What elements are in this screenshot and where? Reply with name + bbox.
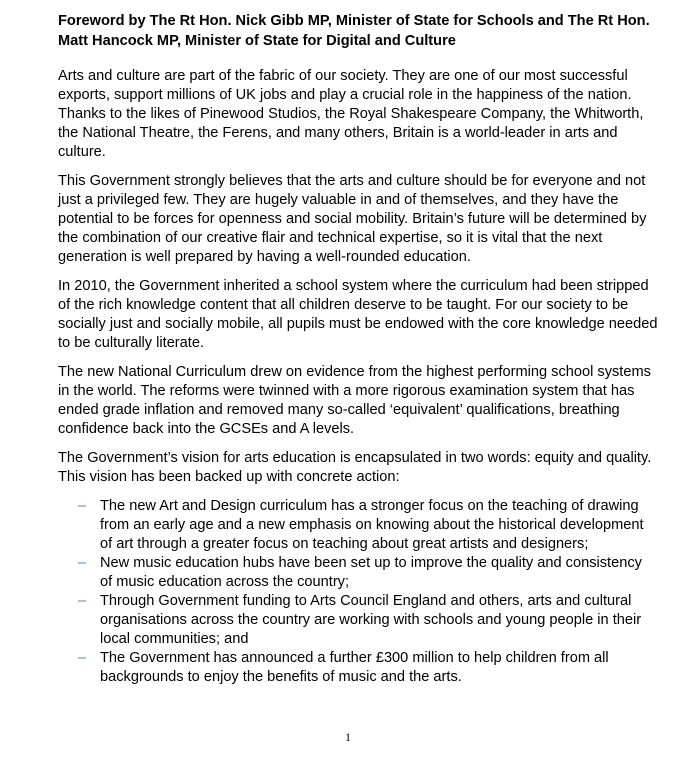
paragraph-1-line-a: Arts and culture are part of the fabric of our society. They are one of our most successful exports, support millions of UK jobs and play a crucial role in the happiness of the nation. bbox=[58, 68, 632, 103]
bullet-item bbox=[58, 497, 658, 554]
paragraph-3: In 2010, the Government inherited a school system where the curriculum had been stripped of the rich knowledge content that all children deserve to be taught. For our society to be socially just and socially mobile, all pupils must be endowed with the core knowledge needed to be culturally literate. bbox=[58, 278, 658, 351]
foreword-heading: Foreword by The Rt Hon. Nick Gibb MP, Minister of State for Schools and The Rt Hon. Matt Hancock MP, Minister of State for Digital and Culture bbox=[58, 13, 650, 49]
bullet-text: Through Government funding to Arts Council England and others, arts and cultural organisations across the country are working with schools and young people in their local communities; and bbox=[100, 593, 642, 647]
paragraph-5: The Government’s vision for arts education is encapsulated in two words: equity and quality. This vision has been backed up with concrete action: bbox=[58, 450, 652, 485]
dash-bullet-icon: – bbox=[78, 555, 87, 571]
paragraph-1 bbox=[58, 67, 658, 162]
bullet-text: The Government has announced a further £300 million to help children from all backgrounds to enjoy the benefits of music and the arts. bbox=[100, 650, 609, 685]
bullet-item bbox=[58, 649, 658, 687]
bullet-list bbox=[58, 497, 658, 687]
bullet-text: The new Art and Design curriculum has a stronger focus on the teaching of drawing from an early age and a new emphasis on knowing about the historical development of art through a greater focus on teaching about great artists and designers; bbox=[100, 498, 644, 552]
dash-bullet-icon: – bbox=[78, 498, 87, 514]
bullet-item bbox=[58, 592, 658, 649]
dash-bullet-icon: – bbox=[78, 650, 87, 666]
bullet-item bbox=[58, 554, 658, 592]
foreword-body bbox=[58, 67, 658, 687]
page-number: 1 bbox=[345, 730, 351, 744]
paragraph-1-line-b: Thanks to the likes of Pinewood Studios, the Royal Shakespeare Company, the Whitworth, the National Theatre, the Ferens, and many others, Britain is a world-leader in arts and culture. bbox=[58, 106, 644, 160]
dash-bullet-icon: – bbox=[78, 593, 87, 609]
paragraph-2: This Government strongly believes that the arts and culture should be for everyone and not just a privileged few. They are hugely valuable in and of themselves, and they have the potential to be forces for openness and social mobility. Britain’s future will be determined by the combination of our creative flair and technical expertise, so it is vital that the next generation is well prepared by having a well-rounded education. bbox=[58, 173, 647, 265]
bullet-text: New music education hubs have been set up to improve the quality and consistency of music education across the country; bbox=[100, 555, 642, 590]
paragraph-4: The new National Curriculum drew on evidence from the highest performing school systems in the world. The reforms were twinned with a more rigorous examination system that has ended grade inflation and removed many so-called ‘equivalent’ qualifications, breathing confidence back into the GCSEs and A levels. bbox=[58, 364, 651, 437]
